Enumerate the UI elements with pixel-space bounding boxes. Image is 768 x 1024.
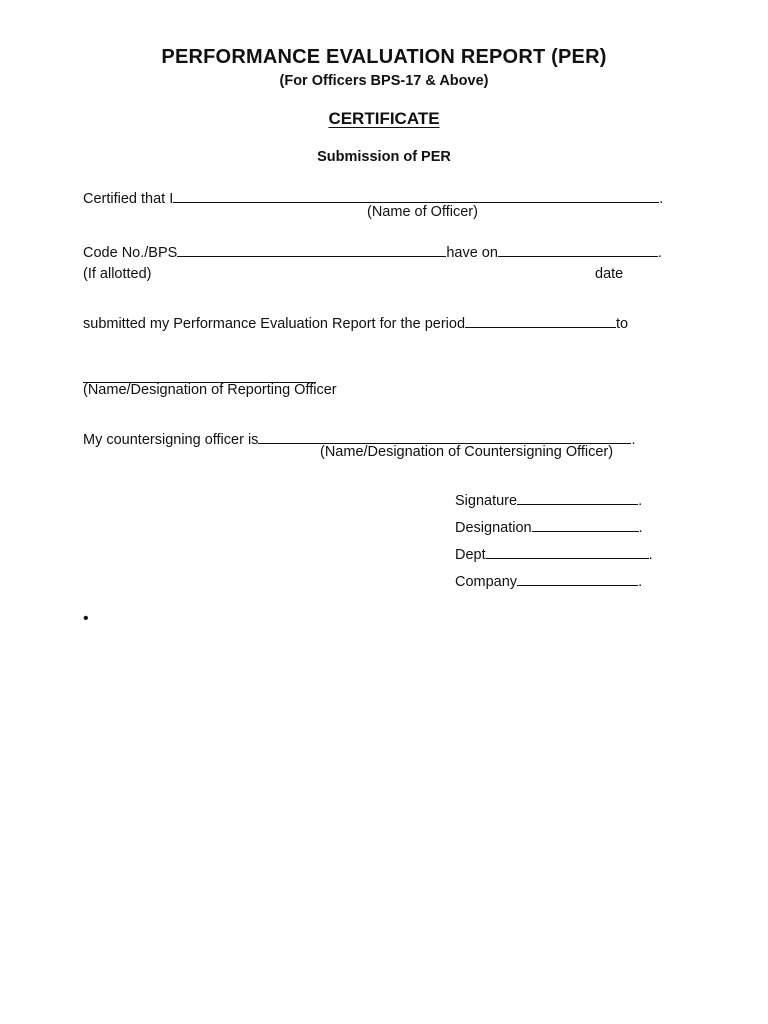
designation-row: [455, 515, 643, 536]
company-field[interactable]: [517, 569, 638, 586]
line-end-mark: .: [648, 547, 653, 563]
period-row: [83, 311, 628, 332]
line-end-mark: .: [638, 520, 643, 536]
line-end-mark: .: [638, 493, 643, 509]
officer-name-field[interactable]: [173, 186, 659, 203]
signature-label: Signature: [455, 493, 518, 509]
certified-label: Certified that I: [83, 191, 174, 207]
designation-field[interactable]: [532, 515, 639, 532]
line-end-mark: .: [659, 191, 664, 207]
countersigning-officer-field[interactable]: [258, 427, 631, 444]
document-title: PERFORMANCE EVALUATION REPORT (PER): [161, 46, 607, 68]
bullet-point: •: [83, 610, 89, 627]
certificate-heading-text: CERTIFICATE: [328, 109, 440, 128]
name-of-officer-caption: (Name of Officer): [367, 204, 478, 220]
date-field[interactable]: [498, 240, 658, 257]
countersigning-label: My countersigning officer is: [83, 432, 259, 448]
company-label: Company: [455, 574, 518, 590]
submitted-text: submitted my Performance Evaluation Report for the period: [83, 316, 466, 332]
dept-field[interactable]: [486, 542, 649, 559]
date-caption: date: [595, 266, 624, 282]
signature-field[interactable]: [517, 488, 638, 505]
company-row: [455, 569, 642, 590]
reporting-officer-caption: (Name/Designation of Reporting Officer: [83, 382, 337, 398]
reporting-officer-field[interactable]: [83, 366, 316, 383]
have-on-label: have on: [446, 245, 498, 261]
dept-row: [455, 542, 653, 563]
code-bps-field[interactable]: [177, 240, 446, 257]
code-row: [83, 240, 662, 261]
designation-label: Designation: [455, 520, 532, 536]
if-allotted-caption: (If allotted): [83, 266, 152, 282]
line-end-mark: .: [638, 574, 643, 590]
period-from-field[interactable]: [465, 311, 616, 328]
certificate-heading: [0, 109, 768, 129]
line-end-mark: .: [657, 245, 662, 261]
code-label: Code No./BPS: [83, 245, 178, 261]
submission-heading: Submission of PER: [317, 149, 451, 165]
to-label: to: [616, 316, 629, 332]
dept-label: Dept: [455, 547, 486, 563]
document-subtitle: (For Officers BPS-17 & Above): [279, 73, 489, 89]
signature-row: [455, 488, 642, 509]
countersigning-caption: (Name/Designation of Countersigning Officer): [320, 444, 614, 460]
line-end-mark: .: [631, 432, 636, 448]
